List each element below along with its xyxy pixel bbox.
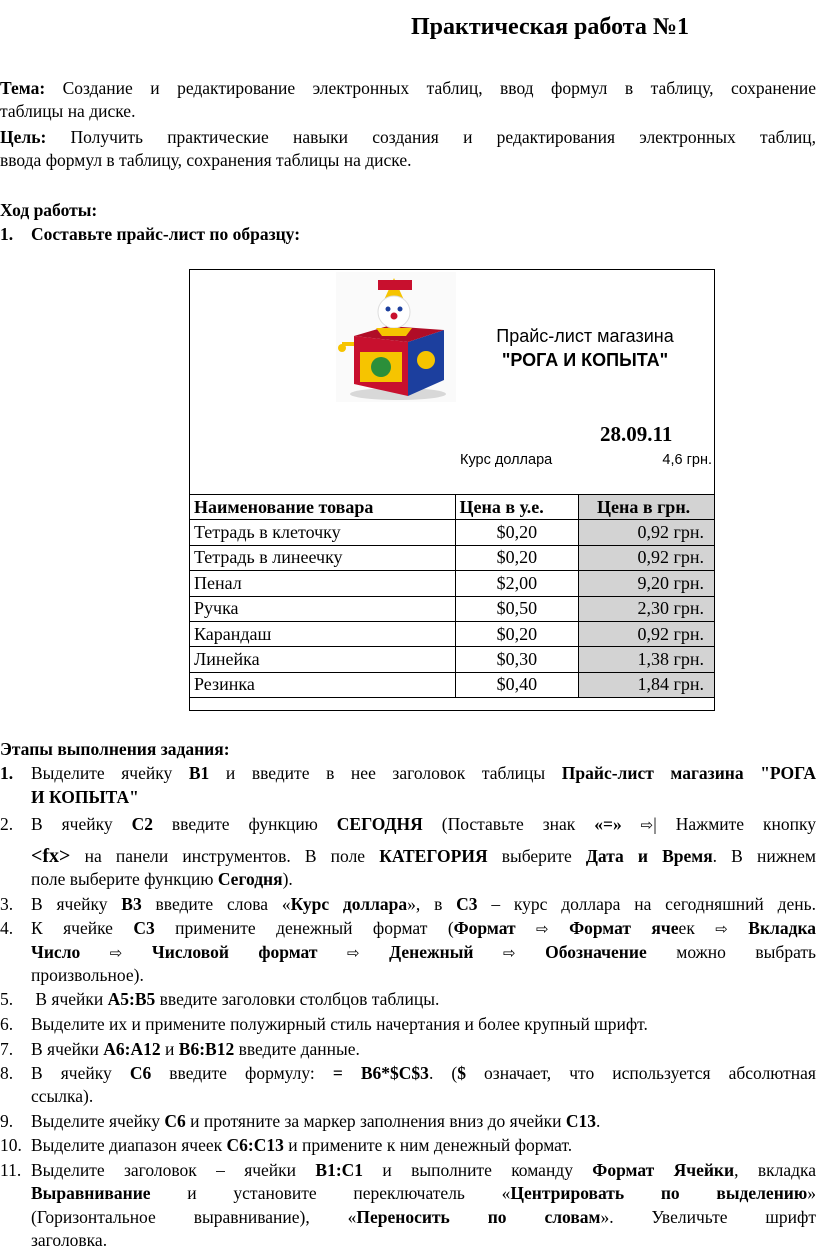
cell-price-uah: 0,92 грн. — [579, 545, 715, 570]
price-list-title-line-1: Прайс-лист магазина — [496, 326, 674, 346]
cell-product-name: Тетрадь в линеечку — [190, 545, 456, 570]
cell-price-usd: $0,20 — [455, 621, 579, 646]
step-7: 7. В ячейки А6:А12 и В6:В12 введите данные. — [0, 1039, 360, 1059]
cell-price-usd: $0,20 — [455, 520, 579, 545]
progress-heading: Ход работы: — [0, 200, 98, 220]
task-1: 1. Составьте прайс-лист по образцу: — [0, 224, 301, 244]
arrow-right-icon: ⇨ — [109, 944, 123, 962]
toy-photo-image — [336, 272, 456, 402]
step-4-line-1: 4. К ячейке С3 примените денежный формат (Формат ⇨ Формат ячеек ⇨ Вкладка — [0, 918, 816, 938]
cell-price-uah: 9,20 грн. — [579, 571, 715, 596]
step-3-line-1: 3. В ячейку В3 введите слова «Курс доллара», в С3 – курс доллара на сегодняшний день. — [0, 894, 816, 914]
cell-product-name: Ручка — [190, 596, 456, 621]
step-11-line-3: (Горизонтальное выравнивание), «Переносить по словам». Увеличьте шрифт — [31, 1207, 816, 1227]
cell-price-uah: 0,92 грн. — [579, 520, 715, 545]
goal-line-1: Цель: Получить практические навыки создания и редактирования электронных таблиц, — [0, 127, 816, 147]
table-row — [190, 596, 715, 621]
arrow-right-icon: ⇨ — [715, 920, 728, 938]
step-8-line-1: 8. В ячейку С6 введите формулу: = В6*$С$3. ($ означает, что используется абсолютная — [0, 1063, 816, 1083]
topic-line-2: таблицы на диске. — [0, 101, 136, 121]
table-row — [190, 621, 715, 646]
table-row — [190, 571, 715, 596]
header-price-uah: Цена в грн. — [579, 495, 715, 520]
exchange-rate-label: Курс доллара — [460, 452, 553, 468]
cell-price-usd: $0,40 — [455, 672, 579, 697]
price-list-date: 28.09.11 — [600, 422, 673, 446]
header-price-usd: Цена в у.е. — [455, 495, 579, 520]
step-9: 9. Выделите ячейку С6 и протяните за маркер заполнения вниз до ячейки С13. — [0, 1111, 601, 1131]
cell-price-usd: $0,30 — [455, 647, 579, 672]
cell-price-usd: $0,50 — [455, 596, 579, 621]
step-2-line-2: <fx> на панели инструментов. В поле КАТЕГОРИЯ выберите Дата и Время. В нижнем — [31, 845, 816, 867]
exchange-rate-value: 4,6 грн. — [662, 452, 712, 468]
cell-product-name: Карандаш — [190, 621, 456, 646]
step-4-line-2: Число ⇨ Числовой формат ⇨ Денежный ⇨ Обозначение можно выбрать — [31, 942, 816, 962]
arrow-right-icon: ⇨ — [346, 944, 360, 962]
step-6: 6. Выделите их и примените полужирный стиль начертания и более крупный шрифт. — [0, 1014, 648, 1034]
cell-product-name: Тетрадь в клеточку — [190, 520, 456, 545]
cell-product-name: Линейка — [190, 647, 456, 672]
step-11-line-4: заголовка. — [31, 1230, 108, 1250]
step-1-line-2: И КОПЫТА" — [31, 787, 139, 807]
table-row — [190, 672, 715, 697]
table-row — [190, 520, 715, 545]
topic-line-1: Тема: Создание и редактирование электронных таблиц, ввод формул в таблицу, сохранение — [0, 78, 816, 98]
goal-line-2: ввода формул в таблицу, сохранения таблицы на диске. — [0, 150, 412, 170]
step-5: 5. В ячейки А5:В5 введите заголовки столбцов таблицы. — [0, 989, 440, 1009]
step-2-line-1: 2. В ячейку С2 введите функцию СЕГОДНЯ (Поставьте знак «=» ⇨| Нажмите кнопку — [0, 814, 816, 834]
page-title: Практическая работа №1 — [411, 14, 689, 40]
arrow-right-icon: ⇨ — [536, 920, 549, 938]
cell-price-usd: $2,00 — [455, 571, 579, 596]
step-1-line-1: 1. Выделите ячейку В1 и введите в нее заголовок таблицы Прайс-лист магазина "РОГА — [0, 763, 816, 783]
cell-price-uah: 0,92 грн. — [579, 621, 715, 646]
step-2-line-3: поле выберите функцию Сегодня). — [31, 869, 293, 889]
header-product-name: Наименование товара — [190, 495, 456, 520]
step-10: 10. Выделите диапазон ячеек С6:С13 и примените к ним денежный формат. — [0, 1135, 573, 1155]
cell-product-name: Пенал — [190, 571, 456, 596]
cell-price-uah: 1,84 грн. — [579, 672, 715, 697]
step-4-line-3: произвольное). — [31, 965, 144, 985]
table-row — [190, 545, 715, 570]
price-table-header — [190, 495, 715, 520]
table-row — [190, 647, 715, 672]
step-11-line-1: 11. Выделите заголовок – ячейки В1:С1 и выполните команду Формат Ячейки, вкладка — [0, 1160, 816, 1180]
step-8-line-2: ссылка). — [31, 1086, 94, 1106]
arrow-right-icon: ⇨ — [503, 944, 516, 962]
cell-product-name: Резинка — [190, 672, 456, 697]
cell-price-usd: $0,20 — [455, 545, 579, 570]
cell-price-uah: 2,30 грн. — [579, 596, 715, 621]
price-list-title — [440, 324, 730, 372]
arrow-right-icon: ⇨ — [640, 816, 654, 834]
price-table — [189, 494, 715, 698]
price-list-title-line-2: "РОГА И КОПЫТА" — [501, 350, 669, 370]
cell-price-uah: 1,38 грн. — [579, 647, 715, 672]
steps-heading: Этапы выполнения задания: — [0, 739, 230, 759]
step-11-line-2: Выравнивание и установите переключатель «Центрировать по выделению» — [31, 1183, 816, 1203]
